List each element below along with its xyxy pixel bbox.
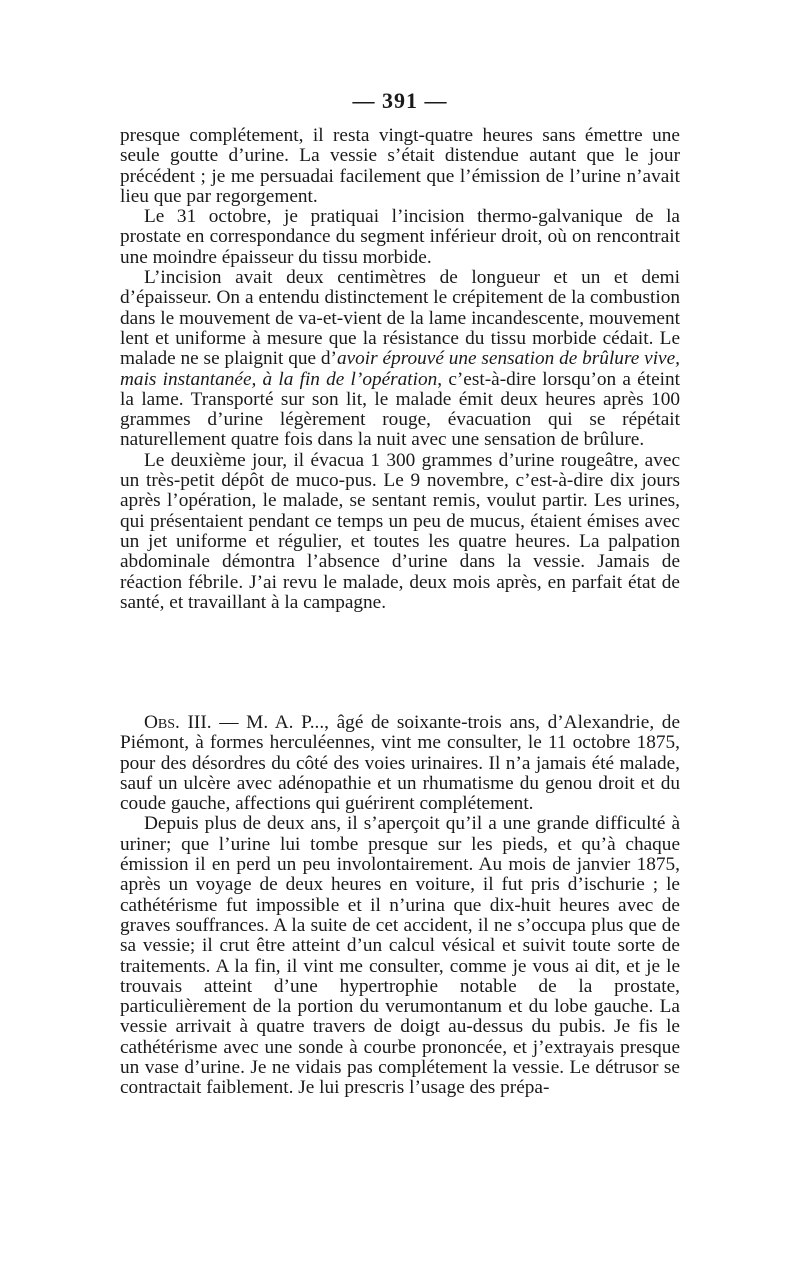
paragraph-3 [120, 268, 680, 451]
paragraph-6: Depuis plus de deux ans, il s’aperçoit qu’il a une grande difficulté à uriner; que l’urine lui tombe presque sur les pieds, et qu’à chaque émission il en perd un peu involontairement. Au mois de janvier 1875, après un voyage de deux heures en voiture, il fut pris d’ischurie ; le cathétérisme fut impossible et il n’urina que dix-huit heures avec de graves souffrances. A la suite de cet accident, il ne s’occupa plus que de sa vessie; il crut être atteint d’un calcul vésical et suivit toute sorte de traitements. A la fin, il vint me consulter, comme je vous ai dit, et je le trouvais atteint d’une hypertrophie notable de la prostate, particulièrement de la portion du verumontanum et du lobe gauche. La vessie arrivait à quatre travers de doigt au-dessus du pubis. Je fis le cathétérisme avec une sonde à courbe prononcée, et j’extrayais presque un vase d’urine. Je ne vidais pas complétement la vessie. Le détrusor se contractait faiblement. Je lui prescris l’usage des prépa- [120, 813, 680, 1099]
observation-label: Obs. III. [144, 712, 212, 733]
paragraph-5-text: — M. A. P..., âgé de soixante-trois ans, d’Alexandrie, de Piémont, à formes herculéennes, vint me consulter, le 11 octobre 1875, pour des désordres du côté des voies urinaires. Il n’a jamais été malade, sauf un ulcère avec adénopathie et un rhumatisme du genou droit et du coude gauche, affections qui guérirent complétement. [120, 712, 680, 815]
paragraph-3-part-b: , c’est-à-dire lorsqu’on a éteint la lame. Transporté sur son lit, le malade émit deux heures après 100 grammes d’urine légèrement rouge, évacuation qui se répétait naturellement quatre fois dans la nuit avec une sensation de brûlure. [120, 368, 680, 451]
paragraph-3-part-a: L’incision avait deux centimètres de longueur et un et demi d’épaisseur. On a entendu distinctement le crépitement de la combustion dans le mouvement de va-et-vient de la lame incandescente, mouvement lent et uniforme à mesure que la résistance du tissu morbide cédait. Le malade ne se plaignit que d’ [120, 267, 680, 370]
paragraph-2: Le 31 octobre, je pratiquai l’incision thermo-galvanique de la prostate en correspondance du segment inférieur droit, où on rencontrait une moindre épaisseur du tissu morbide. [120, 206, 680, 268]
paragraph-5 [120, 713, 680, 814]
text-section-observation-iii [120, 713, 680, 1099]
paragraph-3-italic: avoir éprouvé une sensation de brûlure vive, mais instantanée, à la fin de l’opération [120, 348, 680, 390]
paragraph-1: presque complétement, il resta vingt-quatre heures sans émettre une seule goutte d’urine. La vessie s’était distendue autant que le jour précédent ; je me persuadai facilement que l’émission de l’urine n’avait lieu que par regorgement. [120, 125, 680, 207]
page-number: — 391 — [352, 88, 448, 113]
text-section-observation-ii [120, 126, 680, 613]
paragraph-4: Le deuxième jour, il évacua 1 300 grammes d’urine rougeâtre, avec un très-petit dépôt de muco-pus. Le 9 novembre, c’est-à-dire dix jours après l’opération, le malade, se sentant remis, voulut partir. Les urines, qui présentaient pendant ce temps un peu de mucus, étaient émises avec un jet uniforme et régulier, et toutes les quatre heures. La palpation abdominale démontra l’absence d’urine dans la vessie. Jamais de réaction fébrile. J’ai revu le malade, deux mois après, en parfait état de santé, et travaillant à la campagne. [120, 449, 680, 613]
